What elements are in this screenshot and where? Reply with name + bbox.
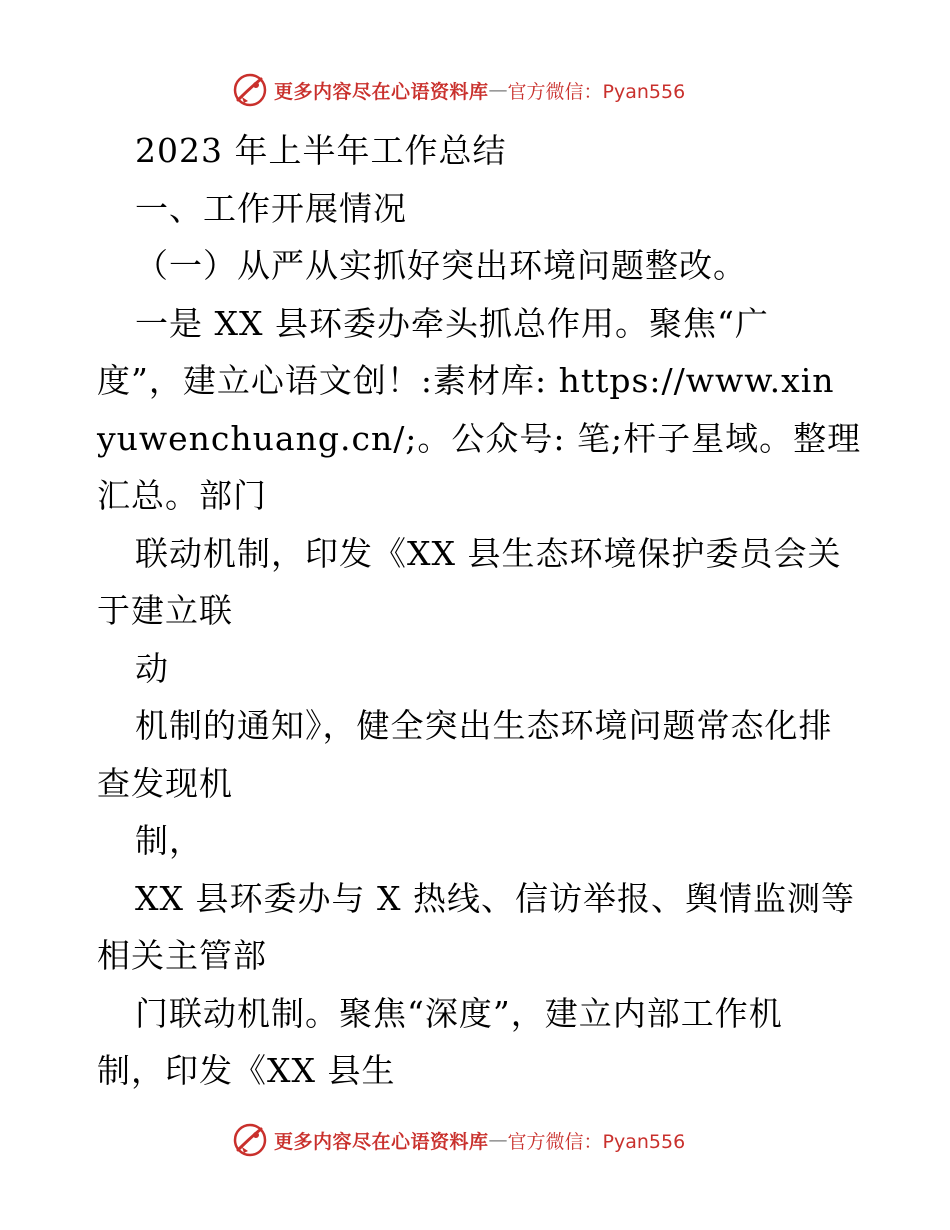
paragraph-line: 度”，建立心语文创！:素材库: https://www.xin bbox=[97, 361, 835, 400]
paragraph-line: yuwenchuang.cn/;。公众号: 笔;杆子星域。整理 bbox=[97, 418, 862, 458]
paragraph-line: 相关主管部 bbox=[97, 936, 267, 975]
paragraph-line: 门联动机制。聚焦“深度”，建立内部工作机 bbox=[135, 993, 783, 1033]
paragraph-line: 汇总。部门 bbox=[97, 476, 267, 515]
paragraph-line: 制， bbox=[135, 821, 203, 860]
header-watermark bbox=[232, 70, 685, 110]
paragraph-line: 制，印发《XX 县生 bbox=[97, 1051, 396, 1090]
paragraph-line: 联动机制，印发《XX 县生态环境保护委员会关 bbox=[135, 533, 842, 573]
watermark-separator: — bbox=[488, 79, 508, 101]
watermark-contact: 官方微信：Pyan556 bbox=[507, 80, 686, 103]
document-title: 2023 年上半年工作总结 bbox=[135, 131, 507, 170]
paragraph-line: 一是 XX 县环委办牵头抓总作用。聚焦“广 bbox=[135, 303, 769, 343]
subsection-heading: （一）从严从实抓好突出环境问题整改。 bbox=[135, 246, 747, 285]
paragraph-line: 机制的通知》，健全突出生态环境问题常态化排 bbox=[135, 706, 833, 745]
paragraph-line: 于建立联 bbox=[97, 591, 233, 630]
watermark-brand-text: 更多内容尽在心语资料库 bbox=[274, 80, 489, 103]
section-heading: 一、工作开展情况 bbox=[135, 188, 407, 228]
paragraph-line: 动 bbox=[135, 648, 169, 688]
pen-logo-icon bbox=[232, 72, 268, 108]
paragraph-line: 查发现机 bbox=[97, 763, 233, 803]
watermark-separator: — bbox=[488, 1129, 508, 1151]
watermark-contact: 官方微信：Pyan556 bbox=[507, 1130, 686, 1153]
footer-watermark bbox=[232, 1120, 685, 1160]
pen-logo-icon bbox=[232, 1122, 268, 1158]
document-body bbox=[97, 122, 862, 1100]
watermark-brand-text: 更多内容尽在心语资料库 bbox=[274, 1130, 489, 1153]
paragraph-line: XX 县环委办与 X 热线、信访举报、舆情监测等 bbox=[135, 878, 855, 918]
